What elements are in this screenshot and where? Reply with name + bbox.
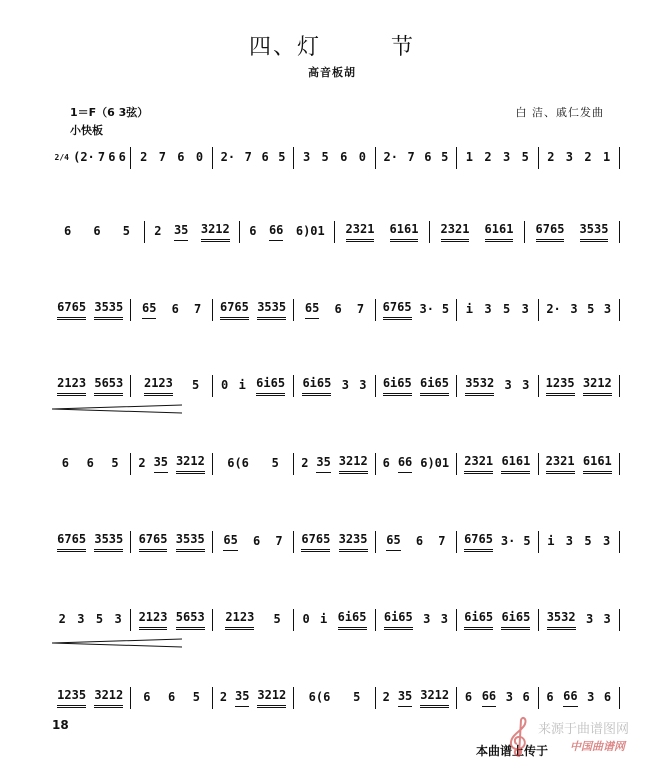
measure bbox=[539, 689, 619, 707]
measure bbox=[294, 376, 374, 396]
note-group: 6 bbox=[177, 149, 185, 164]
measure bbox=[457, 150, 537, 167]
score-row bbox=[50, 142, 620, 174]
watermark-text-1: 来源于曲谱图网 bbox=[538, 722, 630, 737]
note-group: 3 bbox=[341, 377, 349, 392]
note-group: i bbox=[465, 301, 474, 316]
note-group: 35 bbox=[398, 689, 412, 707]
note-group: 5653 bbox=[176, 610, 205, 630]
measure bbox=[213, 688, 293, 708]
note-group: 3 bbox=[587, 689, 595, 704]
note-group: 7 bbox=[97, 149, 106, 164]
note-group: 6 bbox=[118, 149, 126, 164]
note-group: 35 bbox=[174, 223, 188, 241]
note-group: 6765 bbox=[464, 532, 493, 552]
measure bbox=[457, 376, 537, 396]
note-group: 5653 bbox=[94, 376, 123, 396]
note-group: 6765 bbox=[220, 300, 249, 320]
watermark-text-2: 中国曲谱网 bbox=[570, 740, 625, 753]
note-group: 1 bbox=[465, 149, 474, 164]
note-group: 6 bbox=[108, 149, 116, 164]
note-group: 2 bbox=[484, 149, 492, 164]
measure bbox=[294, 532, 374, 552]
note-group: 2 bbox=[138, 455, 146, 470]
note-group: 6i65 bbox=[256, 376, 285, 396]
measure bbox=[213, 300, 293, 320]
instrument-label: 高音板胡 bbox=[308, 66, 356, 79]
note-group: 3 bbox=[302, 149, 311, 164]
note-group: 35 bbox=[154, 455, 168, 473]
note-group: 7 bbox=[275, 533, 283, 548]
note-group: 3535 bbox=[94, 532, 123, 552]
note-group: 2· bbox=[546, 301, 561, 316]
note-group: 6i65 bbox=[501, 610, 530, 630]
note-group: i bbox=[547, 533, 555, 548]
crescendo-hairpin bbox=[52, 632, 182, 640]
note-group: 5 bbox=[95, 611, 104, 626]
note-group: 2 bbox=[382, 689, 390, 704]
composer-credit: 白 洁、戚仁发曲 bbox=[515, 106, 604, 119]
barline bbox=[619, 453, 620, 475]
note-group: 3 bbox=[484, 301, 492, 316]
measure bbox=[376, 376, 456, 396]
note-group: 2321 bbox=[464, 454, 493, 474]
tempo-marking: 小快板 bbox=[70, 124, 103, 137]
note-group: 3212 bbox=[420, 688, 449, 708]
note-group: 3 bbox=[522, 377, 530, 392]
note-group: 65 bbox=[142, 301, 156, 319]
footer-note: 本曲谱上传于 bbox=[476, 744, 549, 758]
note-group: 6 bbox=[86, 455, 94, 470]
note-group: 3212 bbox=[339, 454, 368, 474]
measure bbox=[50, 224, 144, 241]
barline bbox=[619, 531, 620, 553]
note-group: (2· bbox=[73, 149, 95, 164]
note-group: 3532 bbox=[547, 610, 576, 630]
note-group: 6i65 bbox=[383, 376, 412, 396]
barline bbox=[619, 687, 620, 709]
note-group: 5 bbox=[353, 689, 361, 704]
note-group: 6 bbox=[464, 689, 473, 704]
measure bbox=[525, 222, 619, 242]
note-group: 5 bbox=[271, 455, 279, 470]
note-group: 66 bbox=[482, 689, 496, 707]
title-part-2: 节 bbox=[391, 35, 416, 60]
note-group: 6)01 bbox=[420, 455, 450, 470]
barline bbox=[619, 221, 620, 243]
note-group: 6 bbox=[64, 223, 72, 238]
measure bbox=[213, 610, 293, 630]
note-group: 2321 bbox=[346, 222, 375, 242]
note-group: 6 bbox=[334, 301, 342, 316]
note-group: 3535 bbox=[176, 532, 205, 552]
measure bbox=[335, 222, 429, 242]
measure bbox=[294, 690, 374, 707]
measure bbox=[131, 150, 211, 167]
note-group: 2 bbox=[547, 149, 555, 164]
note-group: 3535 bbox=[580, 222, 609, 242]
note-group: 3 bbox=[603, 611, 611, 626]
measure bbox=[457, 454, 537, 474]
note-group: 3 bbox=[565, 149, 574, 164]
note-group: 65 bbox=[223, 533, 237, 551]
measure bbox=[457, 610, 537, 630]
measure bbox=[457, 689, 537, 707]
note-group: 6i65 bbox=[302, 376, 331, 396]
time-signature: 2/4 bbox=[54, 153, 69, 162]
note-group: 66 bbox=[563, 689, 577, 707]
note-group: 2 bbox=[584, 149, 592, 164]
note-group: 5 bbox=[192, 377, 200, 392]
note-group: 3 bbox=[603, 301, 612, 316]
measure bbox=[294, 150, 374, 167]
note-group: 6(6 bbox=[227, 455, 249, 470]
note-group: 2 bbox=[301, 455, 309, 470]
treble-clef-icon bbox=[504, 716, 534, 760]
note-group: 3· bbox=[500, 533, 516, 548]
key-signature: 1＝F（6 3弦） bbox=[70, 106, 149, 119]
measure bbox=[213, 456, 293, 473]
note-group: 5 bbox=[192, 689, 201, 704]
note-group: 5 bbox=[441, 301, 450, 316]
note-group: i bbox=[320, 611, 328, 626]
note-group: 6 bbox=[143, 689, 151, 704]
note-group: 2123 bbox=[139, 610, 168, 630]
note-group: 6 bbox=[249, 223, 257, 238]
note-group: 6161 bbox=[501, 454, 530, 474]
note-group: 6 bbox=[261, 149, 269, 164]
note-group: 5 bbox=[523, 533, 531, 548]
note-group: 3 bbox=[359, 377, 367, 392]
note-group: 3 bbox=[423, 611, 431, 626]
note-group: 2· bbox=[383, 149, 398, 164]
note-group: 3212 bbox=[94, 688, 123, 708]
note-group: 6 bbox=[253, 533, 261, 548]
measure bbox=[376, 455, 456, 473]
note-group: 6765 bbox=[383, 300, 412, 320]
measure bbox=[539, 610, 619, 630]
note-group: 3 bbox=[585, 611, 594, 626]
note-group: 6 bbox=[168, 689, 176, 704]
note-group: 3 bbox=[570, 301, 578, 316]
note-group: 3· bbox=[419, 301, 434, 316]
note-group: 0 bbox=[221, 377, 229, 392]
note-group: 5 bbox=[584, 533, 592, 548]
score-row bbox=[50, 216, 620, 248]
measure bbox=[376, 533, 456, 551]
measure bbox=[539, 150, 619, 167]
note-group: 7 bbox=[407, 149, 415, 164]
note-group: 6161 bbox=[390, 222, 419, 242]
measure bbox=[240, 223, 334, 241]
measure bbox=[539, 302, 619, 319]
score-row bbox=[50, 682, 620, 714]
note-group: 0 bbox=[195, 149, 204, 164]
note-group: 3 bbox=[504, 377, 512, 392]
note-group: 1235 bbox=[546, 376, 575, 396]
note-group: 5 bbox=[587, 301, 595, 316]
note-group: 0 bbox=[358, 149, 366, 164]
note-group: 3535 bbox=[94, 300, 123, 320]
note-group: 6 bbox=[93, 223, 101, 238]
note-group: 3212 bbox=[583, 376, 612, 396]
note-group: 3 bbox=[77, 611, 85, 626]
note-group: 2123 bbox=[225, 610, 254, 630]
measure bbox=[145, 222, 239, 242]
measure bbox=[50, 612, 130, 629]
note-group: 3 bbox=[440, 611, 448, 626]
note-group: 3235 bbox=[339, 532, 368, 552]
note-group: 65 bbox=[386, 533, 400, 551]
note-group: 7 bbox=[244, 149, 252, 164]
note-group: 6161 bbox=[583, 454, 612, 474]
note-group: 3 bbox=[114, 611, 122, 626]
note-group: 6765 bbox=[139, 532, 168, 552]
note-group: 3535 bbox=[257, 300, 286, 320]
note-group: 6i65 bbox=[420, 376, 449, 396]
measure bbox=[294, 454, 374, 474]
page-number: 18 bbox=[52, 718, 69, 732]
note-group: 3 bbox=[565, 533, 574, 548]
measure bbox=[50, 532, 130, 552]
note-group: 6 bbox=[340, 149, 348, 164]
note-group: 6765 bbox=[57, 532, 86, 552]
note-group: i bbox=[238, 377, 246, 392]
measure bbox=[213, 150, 293, 167]
note-group: 6 bbox=[603, 689, 612, 704]
score-row bbox=[50, 448, 620, 480]
note-group: 7 bbox=[438, 533, 446, 548]
note-group: 6765 bbox=[301, 532, 330, 552]
barline bbox=[619, 147, 620, 169]
note-group: 6 bbox=[415, 533, 424, 548]
note-group: 6 bbox=[382, 455, 390, 470]
measure bbox=[294, 610, 374, 630]
measure bbox=[50, 456, 130, 473]
measure bbox=[50, 376, 130, 396]
barline bbox=[619, 375, 620, 397]
note-group: 2 bbox=[154, 223, 162, 238]
note-group: 3212 bbox=[201, 222, 230, 242]
barline bbox=[619, 299, 620, 321]
note-group: 6 bbox=[424, 149, 432, 164]
note-group: 0 bbox=[302, 611, 310, 626]
note-group: 3532 bbox=[465, 376, 494, 396]
note-group: 6i65 bbox=[464, 610, 493, 630]
measure bbox=[213, 533, 293, 551]
note-group: 1 bbox=[602, 149, 611, 164]
note-group: 7 bbox=[356, 301, 365, 316]
measure bbox=[376, 150, 456, 167]
note-group: 6 bbox=[546, 689, 554, 704]
note-group: 5 bbox=[122, 223, 130, 238]
note-group: 66 bbox=[398, 455, 412, 473]
measure bbox=[131, 376, 211, 396]
measure bbox=[376, 300, 456, 320]
note-group: 5 bbox=[111, 455, 119, 470]
note-group: 35 bbox=[316, 455, 330, 473]
note-group: 3 bbox=[602, 533, 611, 548]
note-group: 2 bbox=[140, 149, 148, 164]
note-group: 2 bbox=[58, 611, 66, 626]
measure bbox=[131, 690, 211, 707]
title-part-1: 四、灯 bbox=[248, 35, 321, 60]
note-group: 6161 bbox=[485, 222, 514, 242]
measure bbox=[213, 376, 293, 396]
note-group: 2 bbox=[219, 689, 228, 704]
measure bbox=[294, 301, 374, 319]
measure bbox=[539, 454, 619, 474]
crescendo-hairpin bbox=[52, 398, 182, 406]
note-group: 5 bbox=[502, 301, 511, 316]
score-row bbox=[50, 526, 620, 558]
measure bbox=[376, 610, 456, 630]
measure bbox=[539, 376, 619, 396]
note-group: 2321 bbox=[441, 222, 470, 242]
note-group: 6 bbox=[61, 455, 70, 470]
note-group: 2123 bbox=[144, 376, 173, 396]
note-group: 7 bbox=[194, 301, 202, 316]
note-group: 6 bbox=[171, 301, 179, 316]
note-group: 6i65 bbox=[338, 610, 367, 630]
note-group: 6765 bbox=[57, 300, 86, 320]
measure bbox=[457, 302, 537, 319]
page-title bbox=[0, 30, 664, 61]
measure bbox=[376, 688, 456, 708]
measure bbox=[50, 688, 130, 708]
note-group: 3212 bbox=[176, 454, 205, 474]
note-group: 2123 bbox=[57, 376, 86, 396]
note-group: 66 bbox=[269, 223, 283, 241]
measure bbox=[131, 610, 211, 630]
watermark bbox=[504, 716, 654, 760]
measure bbox=[539, 534, 619, 551]
note-group: 3 bbox=[521, 301, 529, 316]
note-group: 5 bbox=[521, 149, 529, 164]
note-group: 5 bbox=[441, 149, 449, 164]
note-group: 3 bbox=[502, 149, 511, 164]
note-group: 6(6 bbox=[308, 689, 331, 704]
note-group: 65 bbox=[305, 301, 319, 319]
note-group: 2· bbox=[220, 149, 236, 164]
note-group: 6)01 bbox=[295, 223, 325, 238]
note-group: 2321 bbox=[546, 454, 575, 474]
measure bbox=[457, 532, 537, 552]
barline bbox=[619, 609, 620, 631]
note-group: 6765 bbox=[536, 222, 565, 242]
note-group: 5 bbox=[273, 611, 281, 626]
measure bbox=[50, 150, 130, 167]
note-group: 3212 bbox=[257, 688, 286, 708]
note-group: 6 bbox=[522, 689, 530, 704]
note-group: 1235 bbox=[57, 688, 86, 708]
measure bbox=[131, 301, 211, 319]
note-group: 6i65 bbox=[384, 610, 413, 630]
measure bbox=[50, 300, 130, 320]
measure bbox=[131, 532, 211, 552]
note-group: 5 bbox=[278, 149, 286, 164]
note-group: 5 bbox=[321, 149, 329, 164]
note-group: 7 bbox=[158, 149, 166, 164]
measure bbox=[131, 454, 211, 474]
note-group: 35 bbox=[235, 689, 249, 707]
measure bbox=[430, 222, 524, 242]
score-row bbox=[50, 294, 620, 326]
note-group: 3 bbox=[505, 689, 513, 704]
